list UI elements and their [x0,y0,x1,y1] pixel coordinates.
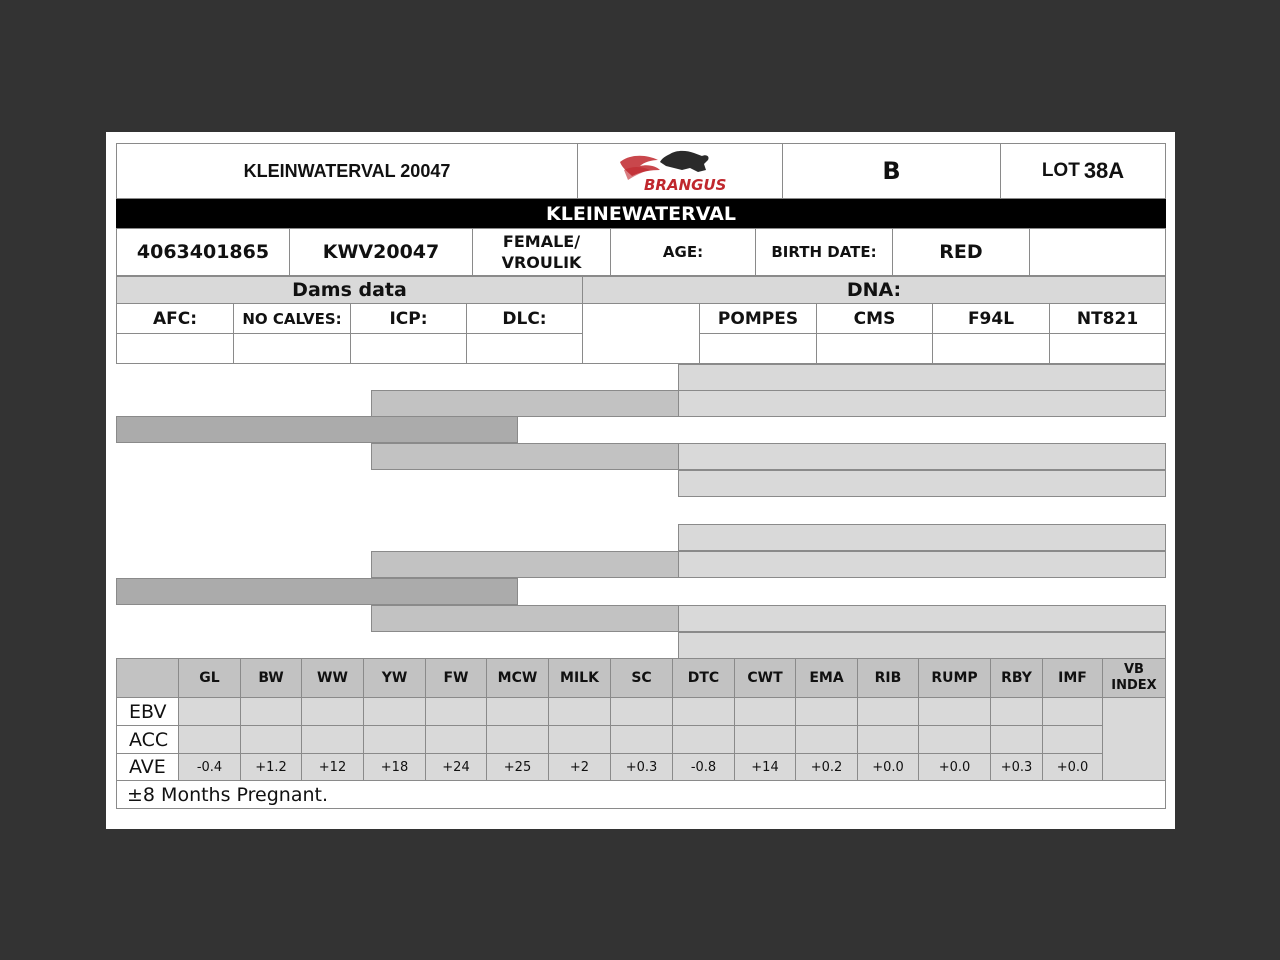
acc-value-rib [857,725,919,754]
birth-date-label: BIRTH DATE: [755,228,893,276]
ebv-header-gl: GL [178,658,241,698]
ave-value-bw: +1.2 [240,753,302,781]
ebv-value-sc [610,697,673,726]
acc-value-ww [301,725,364,754]
dna-blank [582,303,700,364]
breeder-banner: KLEINEWATERVAL [116,199,1166,228]
ebv-header-rby: RBY [990,658,1043,698]
ebv-header-rump: RUMP [918,658,991,698]
pedigree-dam-ds [678,605,1166,632]
pedigree-sire [116,416,518,443]
ave-value-mcw: +25 [486,753,549,781]
acc-value-mcw [486,725,549,754]
vb-index-line2: INDEX [1111,678,1157,693]
logo-wordmark: BRANGUS [644,176,727,194]
ave-value-ww: +12 [301,753,364,781]
acc-value-imf [1042,725,1103,754]
acc-value-gl [178,725,241,754]
pedigree-dam-ss [678,524,1166,551]
ave-value-milk: +2 [548,753,611,781]
pedigree-dam-sd [678,551,1166,578]
ave-value-cwt: +14 [734,753,796,781]
lot-prefix: LOT [1041,160,1080,181]
ebv-header-sc: SC [610,658,673,698]
acc-value-rby [990,725,1043,754]
row-label-ebv: EBV [116,697,179,726]
animal-title: KLEINWATERVAL 20047 [116,143,578,199]
acc-value-ema [795,725,858,754]
ebv-value-dtc [672,697,735,726]
dna-cms-label: CMS [816,303,933,334]
pedigree-sire-ss [678,364,1166,391]
ave-value-yw: +18 [363,753,426,781]
acc-value-yw [363,725,426,754]
row-label-acc: ACC [116,725,179,754]
dna-f94l-label: F94L [932,303,1050,334]
identity-blank [1029,228,1166,276]
acc-value-bw [240,725,302,754]
ebv-header-ema: EMA [795,658,858,698]
grade-letter: B [782,143,1001,199]
pedigree-sire-ds [678,443,1166,470]
ave-value-gl: -0.4 [178,753,241,781]
vb-index-value [1102,697,1166,781]
age-label: AGE: [610,228,756,276]
ave-value-sc: +0.3 [610,753,673,781]
ebv-value-yw [363,697,426,726]
pedigree-dam-d [371,605,679,632]
dna-pompes-label: POMPES [699,303,817,334]
brangus-logo [577,143,783,199]
ebv-value-bw [240,697,302,726]
dams-dlc-value [466,333,583,364]
colour: RED [892,228,1030,276]
dams-afc-label: AFC: [116,303,234,334]
ebv-corner [116,658,179,698]
pedigree-sire-dd [678,470,1166,497]
herd-code: KWV20047 [289,228,473,276]
ave-value-ema: +0.2 [795,753,858,781]
ebv-value-rib [857,697,919,726]
ebv-value-milk [548,697,611,726]
pedigree-dam [116,578,518,605]
ebv-value-imf [1042,697,1103,726]
dams-data-title: Dams data [116,276,583,304]
dams-icp-value [350,333,467,364]
brangus-logo-icon [610,148,750,194]
id-number: 4063401865 [116,228,290,276]
ebv-header-imf: IMF [1042,658,1103,698]
ebv-value-rump [918,697,991,726]
lot-value: 38A [1083,158,1125,183]
ebv-value-fw [425,697,487,726]
pregnancy-note: ±8 Months Pregnant. [116,780,1166,809]
ebv-header-ww: WW [301,658,364,698]
sex-line2: VROULIK [501,253,582,272]
pedigree-sire-s [371,390,679,417]
ebv-header-rib: RIB [857,658,919,698]
dams-icp-label: ICP: [350,303,467,334]
lot-card [106,132,1175,829]
ebv-header-yw: YW [363,658,426,698]
pedigree-sire-sd [678,390,1166,417]
acc-value-rump [918,725,991,754]
dams-no-calves-value [233,333,351,364]
ebv-value-rby [990,697,1043,726]
dams-dlc-label: DLC: [466,303,583,334]
ave-value-rump: +0.0 [918,753,991,781]
dna-f94l-value [932,333,1050,364]
dna-pompes-value [699,333,817,364]
dna-title: DNA: [582,276,1166,304]
pedigree-dam-s [371,551,679,578]
ebv-value-gl [178,697,241,726]
row-label-ave: AVE [116,753,179,781]
acc-value-fw [425,725,487,754]
vb-index-line1: VB [1124,662,1144,677]
ebv-value-cwt [734,697,796,726]
ebv-header-fw: FW [425,658,487,698]
vb-index-header [1102,658,1166,698]
ave-value-imf: +0.0 [1042,753,1103,781]
ebv-value-mcw [486,697,549,726]
ebv-header-milk: MILK [548,658,611,698]
pedigree-sire-d [371,443,679,470]
dams-no-calves-label: NO CALVES: [233,303,351,334]
dna-cms-value [816,333,933,364]
ebv-value-ww [301,697,364,726]
ave-value-fw: +24 [425,753,487,781]
acc-value-dtc [672,725,735,754]
sex [472,228,611,276]
acc-value-milk [548,725,611,754]
ebv-header-cwt: CWT [734,658,796,698]
lot-number [1000,143,1166,199]
acc-value-cwt [734,725,796,754]
ebv-header-dtc: DTC [672,658,735,698]
acc-value-sc [610,725,673,754]
ebv-value-ema [795,697,858,726]
sex-line1: FEMALE/ [502,232,581,251]
ave-value-rby: +0.3 [990,753,1043,781]
dams-afc-value [116,333,234,364]
dna-nt821-label: NT821 [1049,303,1166,334]
pedigree-dam-dd [678,632,1166,659]
ebv-header-bw: BW [240,658,302,698]
ave-value-rib: +0.0 [857,753,919,781]
dna-nt821-value [1049,333,1166,364]
ave-value-dtc: -0.8 [672,753,735,781]
ebv-header-mcw: MCW [486,658,549,698]
